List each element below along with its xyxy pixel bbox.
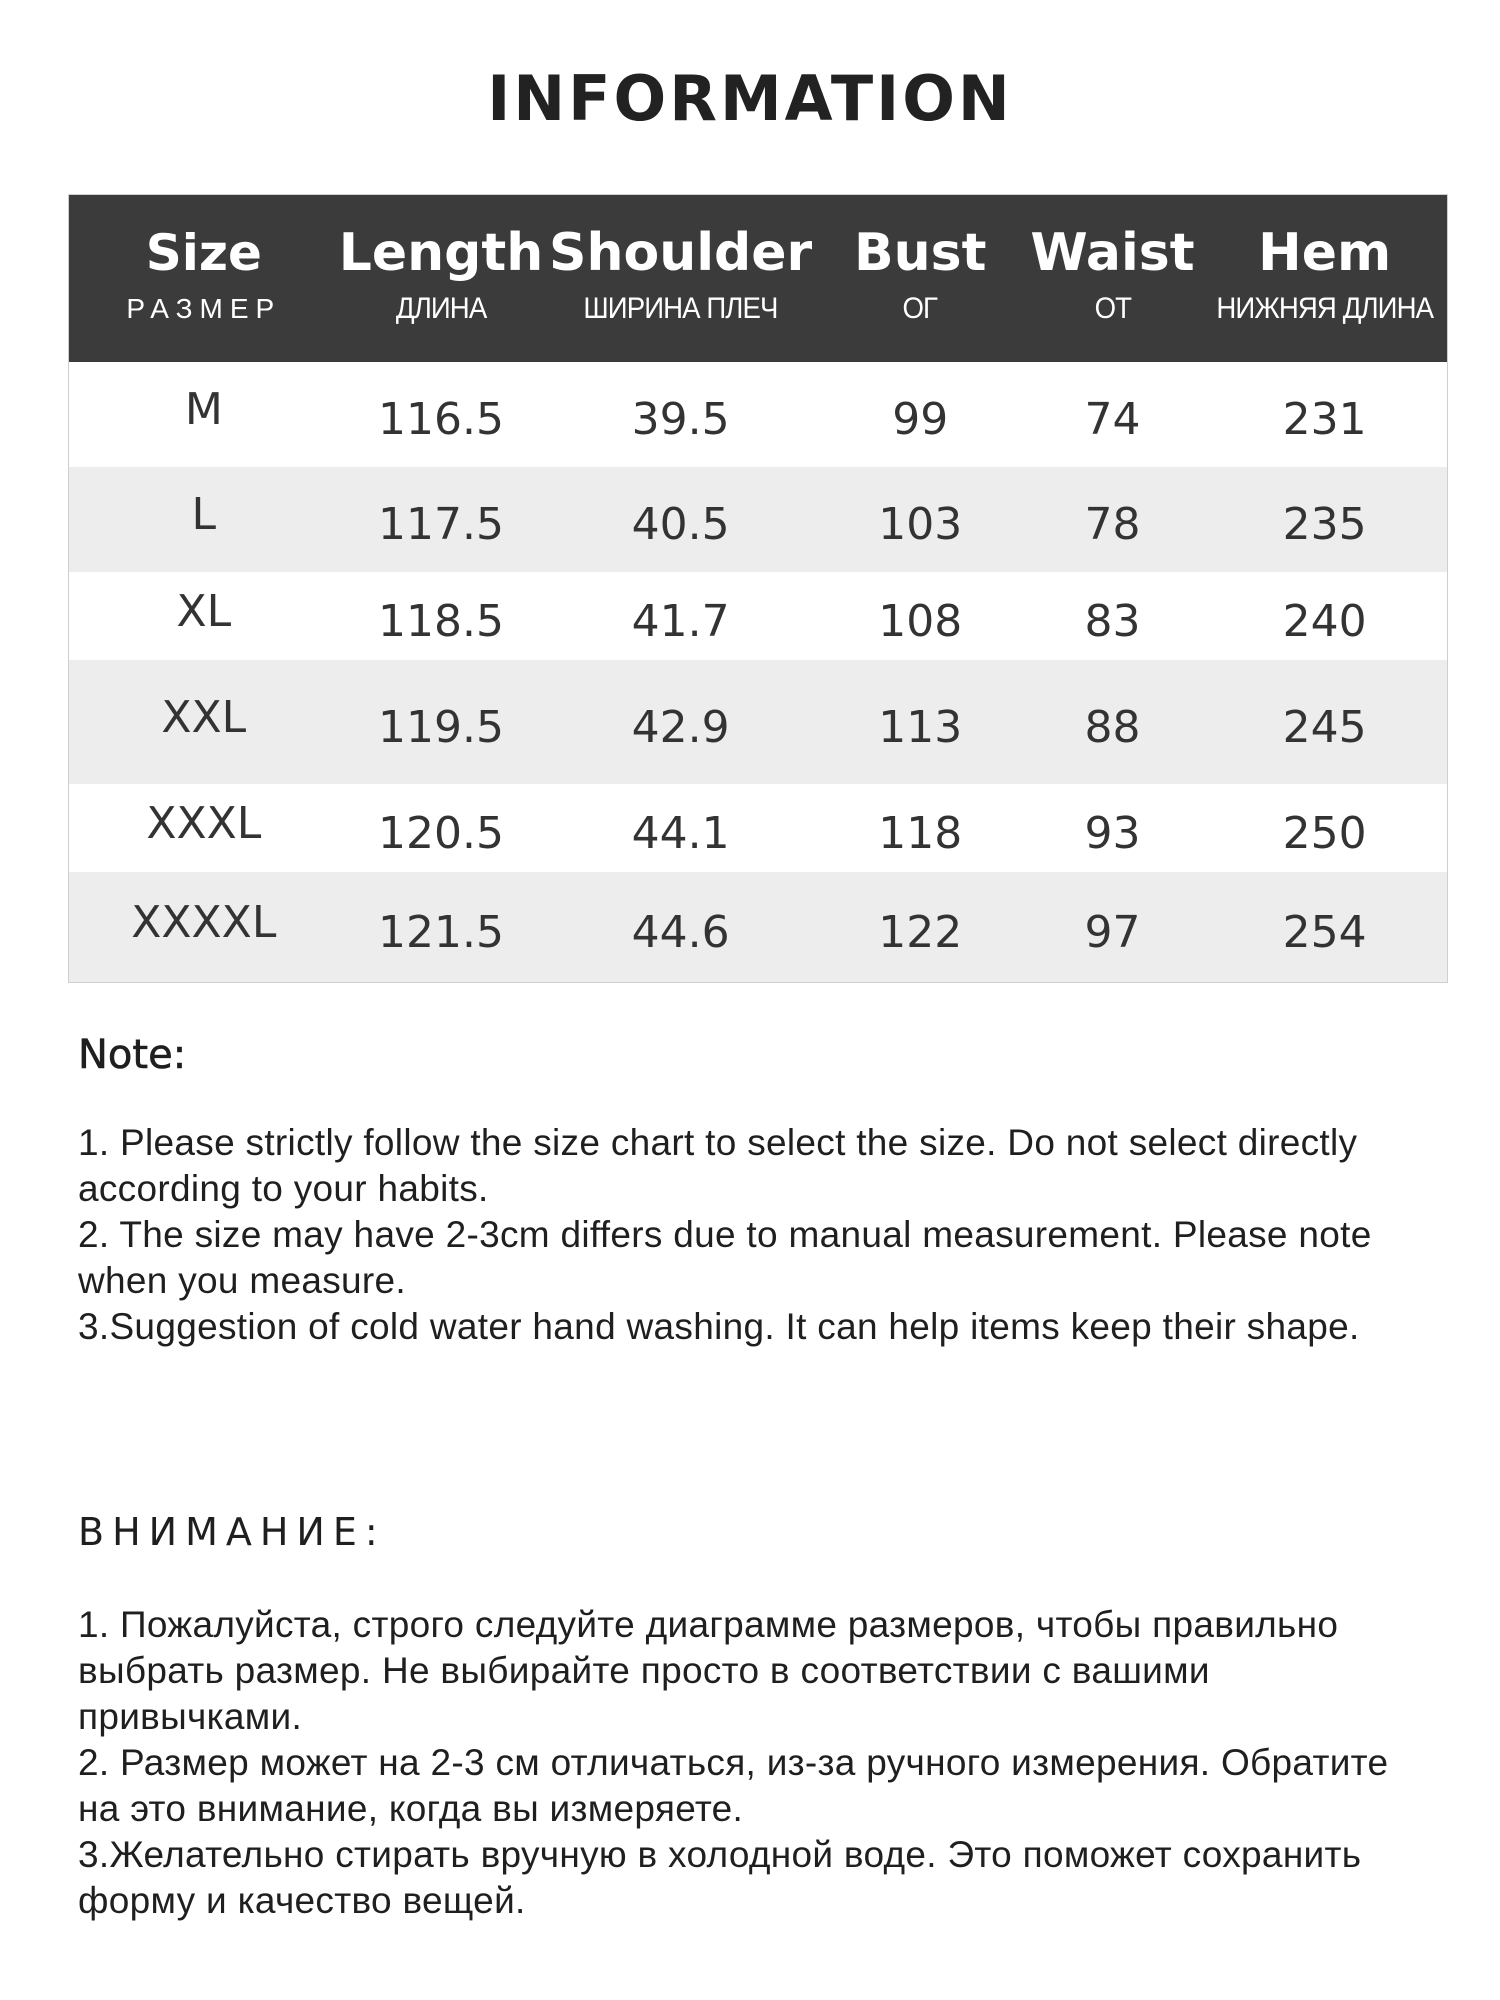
size-cell: XL xyxy=(176,585,232,637)
header-bust-en: Bust xyxy=(854,223,987,283)
size-cell: XXXXL xyxy=(131,896,277,948)
bust-cell: 99 xyxy=(892,394,949,445)
note-heading-ru: ВНИМАНИЕ: xyxy=(78,1510,386,1554)
page-title: INFORMATION xyxy=(487,62,1013,135)
hem-cell: 235 xyxy=(1282,499,1367,550)
header-waist-ru: ОТ xyxy=(1094,292,1131,325)
header-size-ru: РАЗМЕР xyxy=(126,293,282,324)
note-item-ru: 2. Размер может на 2-3 см отличаться, из-за ручного измерения. Обратите на это внимание, когда вы измеряете. xyxy=(78,1742,1389,1829)
length-cell: 120.5 xyxy=(377,807,504,859)
bust-cell: 108 xyxy=(878,595,963,647)
hem-cell: 254 xyxy=(1282,906,1367,958)
table-row xyxy=(69,660,1447,784)
table-row xyxy=(69,467,1447,572)
note-item-ru: 3.Желательно стирать вручную в холодной воде. Это поможет сохранить форму и качество вещей. xyxy=(78,1834,1362,1921)
note-russian xyxy=(78,1510,1438,1924)
header-hem-en: Hem xyxy=(1258,223,1392,283)
header-hem xyxy=(1202,195,1447,362)
note-heading: Note: xyxy=(78,1032,187,1078)
size-cell: L xyxy=(191,489,217,540)
table-row xyxy=(69,572,1447,660)
table-row xyxy=(69,362,1447,467)
size-cell: XXXL xyxy=(146,797,262,849)
table-header-row xyxy=(69,195,1447,362)
hem-cell: 245 xyxy=(1282,701,1367,753)
bust-cell: 122 xyxy=(878,906,963,958)
size-chart-table xyxy=(68,194,1448,983)
length-cell: 117.5 xyxy=(377,499,504,550)
length-cell: 116.5 xyxy=(377,394,504,445)
shoulder-cell: 40.5 xyxy=(631,499,730,550)
waist-cell: 88 xyxy=(1084,701,1141,753)
header-length-en: Length xyxy=(338,223,544,283)
note-item: 1. Please strictly follow the size chart to select the size. Do not select directly according to your habits. xyxy=(78,1122,1358,1209)
bust-cell: 118 xyxy=(878,807,963,859)
header-size-en: Size xyxy=(145,224,262,282)
note-item-ru: 1. Пожалуйста, строго следуйте диаграмме размеров, чтобы правильно выбрать размер. Не выбирайте просто в соответствии с вашими привычками. xyxy=(78,1604,1339,1737)
shoulder-cell: 39.5 xyxy=(631,394,730,445)
header-hem-ru: НИЖНЯЯ ДЛИНА xyxy=(1216,292,1433,325)
note-body-ru xyxy=(78,1602,1438,1924)
bust-cell: 103 xyxy=(878,499,963,550)
hem-cell: 240 xyxy=(1282,595,1367,647)
shoulder-cell: 44.1 xyxy=(631,807,730,859)
header-size xyxy=(69,195,339,362)
note-item: 2. The size may have 2-3cm differs due to manual measurement. Please note when you measure. xyxy=(78,1214,1372,1301)
length-cell: 121.5 xyxy=(377,906,504,958)
shoulder-cell: 44.6 xyxy=(631,906,730,958)
table-row xyxy=(69,784,1447,872)
bust-cell: 113 xyxy=(878,701,963,753)
length-cell: 119.5 xyxy=(377,701,504,753)
header-bust xyxy=(818,195,1023,362)
waist-cell: 83 xyxy=(1084,595,1141,647)
note-item: 3.Suggestion of cold water hand washing. It can help items keep their shape. xyxy=(78,1306,1360,1347)
header-length-ru: ДЛИНА xyxy=(395,292,487,325)
note-english xyxy=(78,1032,1438,1350)
waist-cell: 93 xyxy=(1084,807,1141,859)
header-bust-ru: ОГ xyxy=(902,292,938,325)
hem-cell: 231 xyxy=(1282,394,1367,445)
note-body xyxy=(78,1120,1438,1350)
hem-cell: 250 xyxy=(1282,807,1367,859)
header-length xyxy=(339,195,544,362)
shoulder-cell: 41.7 xyxy=(631,595,730,647)
waist-cell: 97 xyxy=(1084,906,1141,958)
header-shoulder xyxy=(543,195,818,362)
waist-cell: 78 xyxy=(1084,499,1141,550)
table-row xyxy=(69,872,1447,982)
shoulder-cell: 42.9 xyxy=(631,701,730,753)
length-cell: 118.5 xyxy=(377,595,504,647)
size-cell: M xyxy=(184,384,223,435)
header-waist-en: Waist xyxy=(1030,223,1195,283)
header-waist xyxy=(1023,195,1203,362)
waist-cell: 74 xyxy=(1084,394,1141,445)
size-cell: XXL xyxy=(161,691,247,743)
header-shoulder-en: Shoulder xyxy=(549,223,813,283)
header-shoulder-ru: ШИРИНА ПЛЕЧ xyxy=(583,292,778,325)
